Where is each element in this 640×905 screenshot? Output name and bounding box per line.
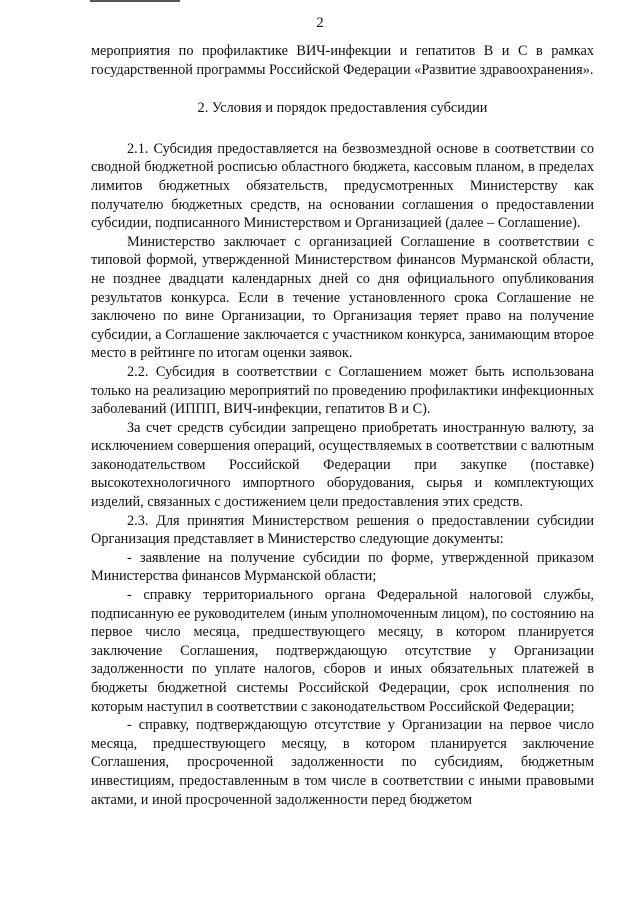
paragraph-currency: За счет средств субсидии запрещено приобретать иностранную валюту, за исключением совершения операций, осуществляемых в соответствии с валютным законодательством Российской Федерации при закупке (поставке) высокотехнологичного импортного оборудования, сырья и комплектующих изделий, связанных с достижением цели предоставления этих средств. (91, 419, 594, 511)
paragraph-2-1: 2.1. Субсидия предоставляется на безвозмездной основе в соответствии со сводной бюджетной росписью областного бюджета, кассовым планом, в пределах лимитов бюджетных обязательств, предусмотренных Министерству как получателю бюджетных средств, на основании соглашения о предоставлении субсидии, подписанного Министерством и Организацией (далее – Соглашение). (91, 140, 594, 232)
paragraph-2-2: 2.2. Субсидия в соответствии с Соглашением может быть использована только на реализацию мероприятий по проведению профилактики инфекционных заболеваний (ИППП, ВИЧ-инфекции, гепатитов В и С). (91, 363, 594, 418)
list-item-debt-certificate: - справку, подтверждающую отсутствие у Организации на первое число месяца, предшествующего месяцу, в котором планируется заключение Соглашения, просроченной задолженности по субсидиям, бюджетным инвестициям, предоставленным в том числе в соответствии с иными правовыми актами, и иной просроченной задолженности перед бюджетом (91, 717, 594, 808)
intro-paragraph: мероприятия по профилактике ВИЧ-инфекции и гепатитов В и С в рамках государственной программы Российской Федерации «Развитие здравоохранения». (91, 43, 594, 78)
document-body (91, 42, 594, 809)
paragraph-2-3: 2.3. Для принятия Министерством решения о предоставлении субсидии Организация представляет в Министерство следующие документы: (91, 512, 594, 548)
section-heading: 2. Условия и порядок предоставления субсидии (197, 100, 488, 117)
list-item-application: - заявление на получение субсидии по форме, утвержденной приказом Министерства финансов Мурманской области; (91, 549, 594, 585)
page-number: 2 (316, 15, 324, 31)
scan-edge-mark (90, 0, 180, 2)
list-item-tax-certificate: - справку территориального органа Федеральной налоговой службы, подписанную ее руководителем (иным уполномоченным лицом), по состоянию на первое число месяца, предшествующего месяцу, в котором планируется заключение Соглашения, подтверждающую отсутствие у Организации задолженности по уплате налогов, сборов и иных обязательных платежей в бюджеты бюджетной системы Российской Федерации, срок исполнения по которым наступил в соответствии с законодательством Российской Федерации; (91, 587, 594, 715)
paragraph-agreement: Министерство заключает с организацией Соглашение в соответствии с типовой формой, утвержденной Министерством финансов Мурманской области, не позднее двадцати календарных дней со дня официального опубликования результатов конкурса. Если в течение установленного срока Соглашение не заключено по вине Организации, то Организация теряет право на получение субсидии, а Соглашение заключается с участником конкурса, занимающим второе место в рейтинге по итогам оценки заявок. (91, 233, 594, 362)
